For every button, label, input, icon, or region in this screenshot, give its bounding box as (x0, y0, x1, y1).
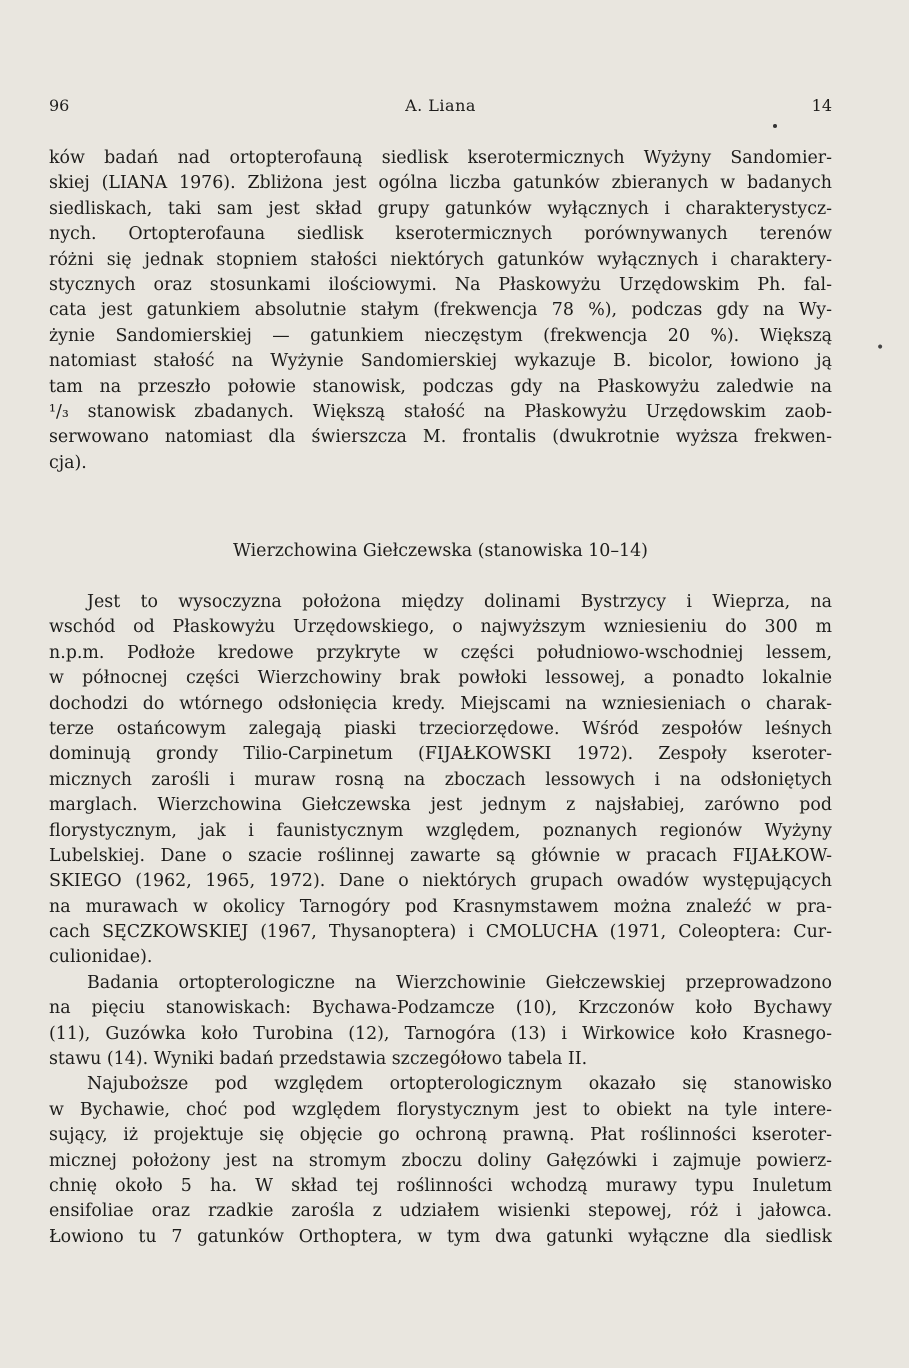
text-line: cja). (49, 452, 87, 473)
text-line: wschód od Płaskowyżu Urzędowskiego, o najwyższym wzniesieniu do 300 m (49, 617, 832, 638)
text-line: n.p.m. Podłoże kredowe przykryte w części południowo-wschodniej lessem, (49, 642, 832, 663)
text-line: micznej położony jest na stromym zboczu doliny Gałęzówki i zajmuje powierz- (49, 1150, 832, 1171)
text-line: w północnej części Wierzchowiny brak powłoki lessowej, a ponadto lokalnie (49, 668, 832, 689)
page-number: 96 (49, 96, 70, 115)
text-line: SKIEGO (1962, 1965, 1972). Dane o niektórych grupach owadów występujących (49, 871, 832, 892)
text-line: micznych zarośli i muraw rosną na zboczach lessowych i na odsłoniętych (49, 769, 832, 790)
text-line: skiej (LIANA 1976). Zbliżona jest ogólna liczba gatunków zbieranych w badanych (49, 173, 832, 194)
section-heading: Wierzchowina Giełczewska (stanowiska 10–14) (233, 541, 648, 561)
running-author: A. Liana (405, 96, 476, 115)
ink-dot (773, 124, 777, 128)
text-line: Jest to wysoczyzna położona między dolinami Bystrzycy i Wieprza, na (87, 592, 832, 612)
text-line: Badania ortopterologiczne na Wierzchowinie Giełczewskiej przeprowadzono (87, 972, 832, 993)
text-line: (11), Guzówka koło Turobina (12), Tarnogóra (13) i Wirkowice koło Krasnego- (49, 1023, 832, 1044)
text-line: siedliskach, taki sam jest skład grupy gatunków wyłącznych i charakterystycz- (49, 198, 832, 219)
text-line: Łowiono tu 7 gatunków Orthoptera, w tym dwa gatunki wyłączne dla siedlisk (49, 1226, 832, 1247)
text-line: sujący, iż projektuje się objęcie go ochroną prawną. Płat roślinności kseroter- (49, 1125, 832, 1146)
text-line: cata jest gatunkiem absolutnie stałym (frekwencja 78 %), podczas gdy na Wy- (49, 300, 832, 321)
text-line: tam na przeszło połowie stanowisk, podczas gdy na Płaskowyżu zaledwie na (49, 376, 832, 397)
text-line: serwowano natomiast dla świerszcza M. frontalis (dwukrotnie wyższa frekwen- (49, 427, 832, 448)
text-line: florystycznym, jak i faunistycznym względem, poznanych regionów Wyżyny (49, 820, 832, 841)
running-header (49, 96, 832, 120)
text-line: stawu (14). Wyniki badań przedstawia szczegółowo tabela II. (49, 1049, 588, 1070)
text-line: ków badań nad ortopterofauną siedlisk kserotermicznych Wyżyny Sandomier- (49, 148, 832, 168)
text-line: Lubelskiej. Dane o szacie roślinnej zawarte są głównie w pracach FIJAŁKOW- (49, 845, 832, 866)
text-line: chnię około 5 ha. W skład tej roślinności wchodzą murawy typu Inuletum (49, 1175, 832, 1196)
paragraph-continued (49, 146, 832, 476)
text-line: culionidae). (49, 947, 153, 968)
text-line: dominują grondy Tilio-Carpinetum (FIJAŁKOWSKI 1972). Zespoły kseroter- (49, 744, 832, 765)
text-line: natomiast stałość na Wyżynie Sandomierskiej wykazuje B. bicolor, łowiono ją (49, 351, 832, 372)
text-line: cach SĘCZKOWSKIEJ (1967, Thysanoptera) i CMOLUCHA (1971, Coleoptera: Cur- (49, 922, 832, 943)
section-body (49, 590, 832, 1250)
text-line: terze ostańcowym zalegają piaski trzeciorzędowe. Wśród zespołów leśnych (49, 718, 832, 739)
text-line: w Bychawie, choć pod względem florystycznym jest to obiekt na tyle intere- (49, 1099, 832, 1120)
text-line: na murawach w okolicy Tarnogóry pod Krasnymstawem można znaleźć w pra- (49, 896, 832, 917)
text-line: nych. Ortopterofauna siedlisk kserotermicznych porównywanych terenów (49, 224, 832, 245)
margin-mark: • (876, 340, 885, 356)
text-line: dochodzi do wtórnego odsłonięcia kredy. Miejscami na wzniesieniach o charak- (49, 693, 832, 714)
text-line: stycznych oraz stosunkami ilościowymi. Na Płaskowyżu Urzędowskim Ph. fal- (49, 274, 832, 295)
text-line: żynie Sandomierskiej — gatunkiem nieczęstym (frekwencja 20 %). Większą (49, 325, 832, 346)
text-line: ¹/₃ stanowisk zbadanych. Większą stałość na Płaskowyżu Urzędowskim zaob- (49, 401, 832, 422)
issue-number: 14 (811, 96, 832, 115)
text-line: Najuboższe pod względem ortopterologicznym okazało się stanowisko (87, 1074, 832, 1095)
text-line: marglach. Wierzchowina Giełczewska jest jednym z najsłabiej, zarówno pod (49, 795, 832, 816)
text-line: ensifoliae oraz rzadkie zarośla z udziałem wisienki stepowej, róż i jałowca. (49, 1201, 832, 1222)
text-line: na pięciu stanowiskach: Bychawa-Podzamcze (10), Krzczonów koło Bychawy (49, 998, 832, 1019)
text-line: różni się jednak stopniem stałości niektórych gatunków wyłącznych i charaktery- (49, 249, 832, 270)
